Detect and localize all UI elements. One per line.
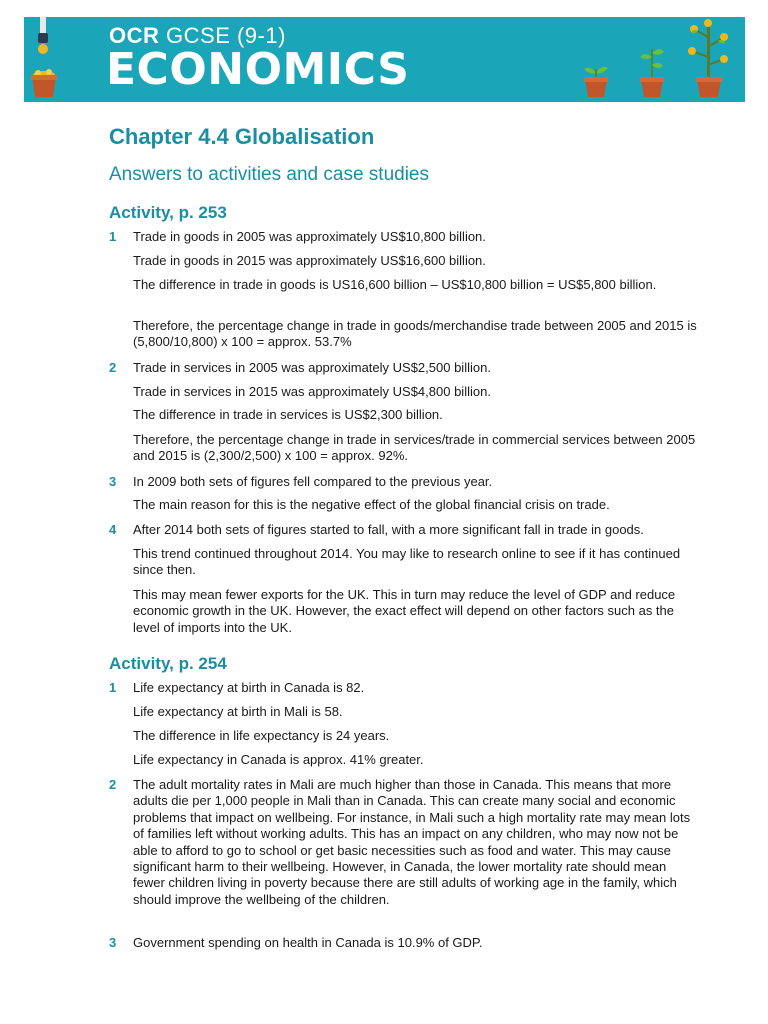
answer-number: 1 [109,229,117,244]
answer-paragraph: Life expectancy at birth in Mali is 58. [133,704,343,719]
answer-paragraph: This may mean fewer exports for the UK. This in turn may reduce the level of GDP and reduce economic growth in the UK. However, the exact effect will depend on other factors such as the level of imports into the UK. [133,587,676,635]
banner-brand: OCR [109,23,160,48]
answer-paragraph: The main reason for this is the negative effect of the global financial crisis on trade. [133,497,610,512]
answer-paragraph: In 2009 both sets of figures fell compared to the previous year. [133,474,493,489]
chapter-title: Chapter 4.4 Globalisation [109,124,375,149]
answer-paragraph: Trade in services in 2005 was approximately US$2,500 billion. [133,360,491,375]
sapling-pot-icon [640,49,664,97]
answer-number: 1 [109,680,117,695]
answer-number: 3 [109,935,117,950]
answer-number: 4 [109,522,117,537]
answer-number: 3 [109,474,117,489]
seedling-pot-icon [584,67,608,97]
answer-paragraph: Trade in goods in 2005 was approximately US$10,800 billion. [133,229,486,244]
answer-paragraph: Therefore, the percentage change in trade in goods/merchandise trade between 2005 and 2015 is (5,800/10,800) x 100 = approx. 53.7% [133,318,697,350]
answer-paragraph: This trend continued throughout 2014. You may like to research online to see if it has continued since then. [133,546,681,578]
page-subtitle: Answers to activities and case studies [109,164,429,185]
answer-paragraph: After 2014 both sets of figures started to fall, with a more significant fall in trade in goods. [133,522,644,537]
answer-number: 2 [109,777,117,792]
coin-in-pot-icon [31,17,57,97]
answer-paragraph: Therefore, the percentage change in trade in services/trade in commercial services between 2005 and 2015 is (2,300/2,500) x 100 = approx. 92%. [133,432,696,464]
answer-paragraph: Trade in goods in 2015 was approximately US$16,600 billion. [133,253,486,268]
activity-heading: Activity, p. 254 [109,654,227,673]
answer-paragraph: Government spending on health in Canada is 10.9% of GDP. [133,935,483,950]
banner-subject: ECONOMICS [106,44,410,95]
answer-paragraph: Trade in services in 2015 was approximately US$4,800 billion. [133,384,491,399]
banner-qualification-text: GCSE (9-1) [166,23,286,48]
activity-heading: Activity, p. 253 [109,203,227,222]
answer-paragraph: The difference in trade in goods is US16,600 billion – US$10,800 billion = US$5,800 billion. [133,277,657,292]
money-tree-pot-icon [688,19,728,97]
answer-paragraph: Life expectancy in Canada is approx. 41% greater. [133,752,424,767]
answer-paragraph: Life expectancy at birth in Canada is 82. [133,680,365,695]
answer-paragraph: The difference in life expectancy is 24 years. [133,728,390,743]
answer-number: 2 [109,360,117,375]
header-banner [24,17,745,102]
answer-paragraph: The difference in trade in services is US$2,300 billion. [133,407,443,422]
answer-paragraph: The adult mortality rates in Mali are much higher than those in Canada. This means that more adults die per 1,000 people in Mali than in Canada. This can create many social and economic problems that impact on wellbeing. For instance, in Mali such a high mortality rate may mean lots of families left without working adults. This has an impact on any children, who may now not be able to afford to go to school or get basic necessities such as food and water. This may cause significant harm to their wellbeing. However, in Canada, the lower mortality rate should mean fewer children living in poverty because there are still adults of working age in the family, which should improve the wellbeing of the children. [133,777,691,907]
